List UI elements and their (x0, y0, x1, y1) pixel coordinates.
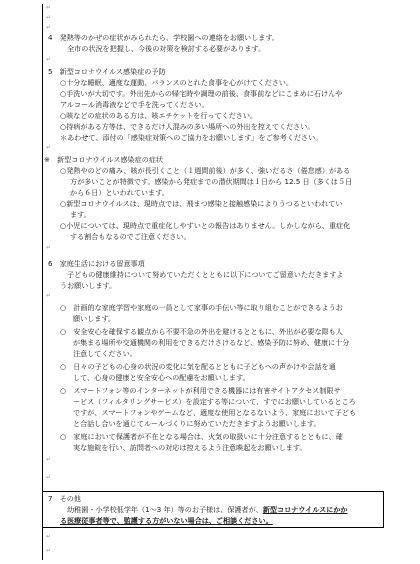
section-4-heading: 4 発熱等のかぜの症状がみられたら、学校園への連絡をお願いします。 (48, 33, 279, 42)
paragraph-mark: ↵ (46, 533, 52, 540)
section-6-heading: 6 家庭生活における留意事項 (48, 259, 145, 268)
symptoms-heading: ※ 新型コロナウイルス感染症の症状 (44, 155, 164, 164)
left-margin-rule-bottom (42, 528, 43, 560)
section-5-note: ＊あわせて、添付の「感染症対策へのご協力をお願いします」をご参考ください。 (60, 133, 323, 142)
symptoms-item: 方が多いことが特徴です。感染から発症までの潜伏期間は１日から 12.5 日（多くは５日 (70, 177, 353, 186)
symptoms-item: する割合もなるのでご注意ください。 (70, 232, 191, 241)
section-5-item: ○手洗いが大切です。外出先からの帰宅時や調理の前後、食事前などにこまめに石けんや (60, 89, 343, 98)
section-6-item: が集まる場所や交通機関の利用をできるだけさけるなど、感染予防に努め、健康に十分 (73, 338, 350, 347)
paragraph-mark: ↵ (46, 4, 52, 11)
section-5-item: ○咳などの症状のある方は、咳エチケットを行ってください。 (60, 111, 258, 120)
section-6-item: ○ 家庭において保護者が不在となる場合は、火気の取扱いに十分注意するとともに、確 (60, 432, 343, 441)
section-7-text (60, 505, 348, 515)
section-5-item: ○持病がある方等は、できるだけ人混みの多い場所への外出を控えてください。 (60, 122, 315, 131)
section-6-item: ○ 安全安心を確保する観点から不要不急の外出を避けるとともに、外出が必要な際も人 (60, 327, 343, 336)
section-6-item: して、心身の健康と安全安心への配慮をお願いします。 (73, 373, 250, 382)
paragraph-mark: ↵ (46, 24, 52, 31)
section-7-text (60, 516, 273, 526)
section-5-item: ○十分な睡眠、適度な運動、バランスのとれた食事を心がけてください。 (60, 78, 293, 87)
paragraph-mark: ↵ (46, 56, 52, 63)
section-6-item: 実な施錠を行い、訪問者への対応は控えるよう注意喚起をお願いします。 (73, 443, 307, 452)
symptoms-item: ○小児については、現時点で重症化しやすいとの報告はありません。しかしながら、重症化 (60, 221, 351, 230)
section-6-item: と合話し合いを通じてルールづくりに努めていただきますようお願いします。 (73, 419, 321, 428)
section-5-heading: 5 新型コロナウイルス感染症の予防 (48, 67, 166, 76)
section-7-emphasis: ご相談ください。 (215, 516, 273, 525)
section-6-item: ○ 日々の子どもの心身の状況の変化に気を配るとともに子どもへの声かけや会話を通 (60, 362, 336, 371)
section-6-item: ですが、スマートフォンやゲームなど、適度な使用となるないよう、家庭において子ども (73, 408, 357, 417)
section-6-item: ○ スマートフォン等のインターネットが利用できる機器には有害サイトアクセス制限サ (60, 386, 341, 395)
symptoms-item: ○新型コロナウイルスは、現時点では、飛まつ感染と接触感染によりうつるといわれてい (60, 199, 343, 208)
paragraph-mark: ↵ (46, 292, 52, 299)
section-6-text: 子どもの健康維持について努めていただくとともに以下についてご留意いただきますよ (60, 270, 344, 279)
paragraph-mark: ↵ (46, 144, 52, 151)
section-6-text: うお願いします。 (60, 281, 117, 290)
paragraph-mark: ↵ (46, 474, 52, 481)
section-6-item: 注意してください。 (73, 349, 137, 358)
paragraph-mark: ↵ (46, 244, 52, 251)
paragraph-mark: ↵ (46, 456, 52, 463)
section-6-item: ○ 計画的な家庭学習や家庭の一員として家事の手伝い等に取り組むことができるようお (60, 303, 343, 312)
section-6-item: 願いします。 (73, 314, 115, 323)
section-7-text-a: 幼稚園・小学校低学年（1～3 年）等のお子様は、保護者が、 (60, 505, 263, 514)
section-7-emphasis: 新型コロナウイルスにかか (262, 505, 348, 514)
paragraph-mark: ↵ (46, 14, 52, 21)
symptoms-item: ます。 (70, 210, 91, 219)
section-7-emphasis: る医療従事者等で、監護する方がいない場合は、 (60, 516, 216, 525)
symptoms-item: ○発熱やのどの痛み、咳が長引くこと（１週間前後）が多く、強いだるさ（倦怠感）がある (60, 166, 351, 175)
section-5-item: アルコール消毒液などで手を洗ってください。 (60, 100, 209, 109)
section-6-item: ービス（フィルタリングサービス）を設定する等について、すでにお願いしているところ (73, 397, 356, 406)
left-margin-rule (42, 4, 43, 491)
section-4-text: 全市の状況を把握し、今後の対策を検討する必要があります。 (60, 44, 266, 53)
symptoms-item: から６日）といわれています。 (70, 188, 169, 197)
paragraph-mark: ↵ (46, 547, 52, 554)
section-7-heading: 7 その他 (48, 494, 81, 503)
